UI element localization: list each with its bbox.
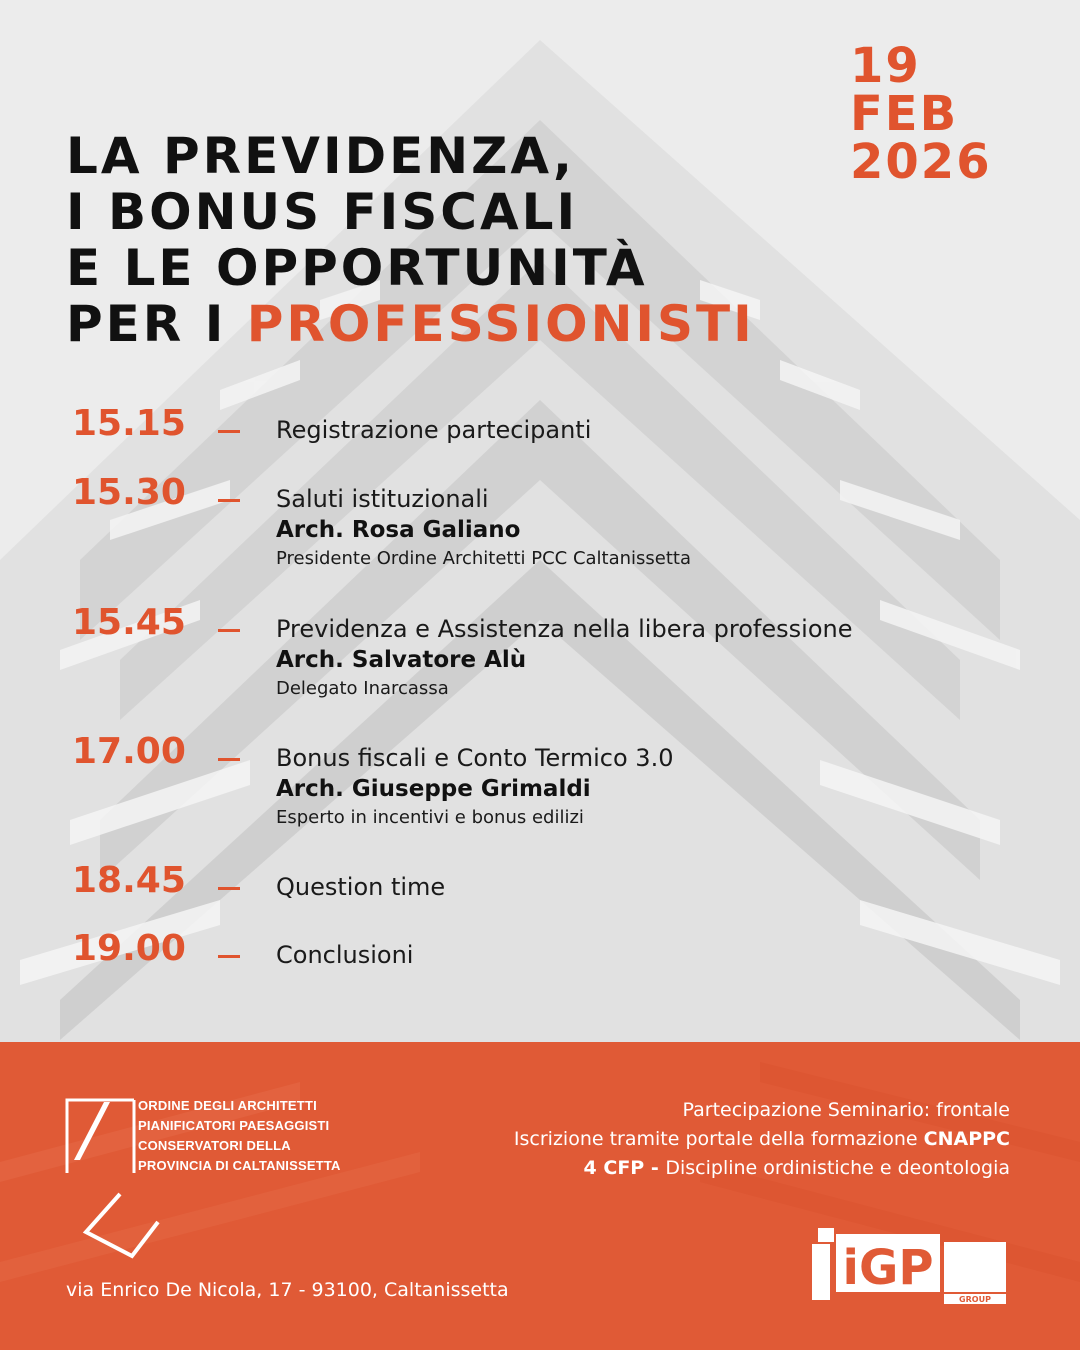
- footer: [0, 1042, 1080, 1350]
- agenda-topic: Saluti istituzionali: [276, 485, 489, 513]
- agenda-time: 15.15: [72, 403, 186, 444]
- participation-mode: Partecipazione Seminario: frontale: [682, 1099, 1010, 1121]
- agenda-speaker: Arch. Rosa Galiano: [276, 517, 521, 543]
- registration-text: Iscrizione tramite portale della formazione: [513, 1128, 924, 1150]
- credits-info: [514, 1154, 1010, 1183]
- agenda-time: 17.00: [72, 731, 186, 772]
- agenda-speaker: Arch. Giuseppe Grimaldi: [276, 776, 591, 802]
- agenda-topic: Question time: [276, 873, 446, 901]
- agenda-text: [276, 483, 691, 573]
- agenda-topic: Registrazione partecipanti: [276, 416, 592, 444]
- organizer-line-2: PIANIFICATORI PAESAGGISTI: [138, 1118, 330, 1133]
- title-line-3: E LE OPPORTUNITÀ: [66, 239, 648, 297]
- organizer-line-3: CONSERVATORI DELLA: [138, 1138, 291, 1153]
- registration-portal: CNAPPC: [923, 1128, 1010, 1150]
- organizer-line-4: PROVINCIA DI CALTANISSETTA: [138, 1158, 341, 1173]
- event-day: 19: [850, 38, 921, 94]
- agenda-role: Delegato Inarcassa: [276, 678, 449, 699]
- sponsor-logo-letters: iGP: [842, 1240, 934, 1296]
- title-line-1: LA PREVIDENZA,: [66, 127, 575, 185]
- agenda-time: 18.45: [72, 860, 186, 901]
- agenda-text: [276, 613, 852, 703]
- agenda-text: [276, 742, 673, 832]
- agenda-time: 15.45: [72, 602, 186, 643]
- agenda-topic: Conclusioni: [276, 941, 414, 969]
- agenda-dash: [218, 430, 240, 433]
- venue-address: via Enrico De Nicola, 17 - 93100, Caltanissetta: [66, 1279, 509, 1301]
- agenda-time: 15.30: [72, 472, 186, 513]
- agenda-role: Esperto in incentivi e bonus edilizi: [276, 807, 584, 828]
- agenda-dash: [218, 629, 240, 632]
- agenda-speaker: Arch. Salvatore Alù: [276, 647, 527, 673]
- agenda-text: [276, 414, 591, 446]
- agenda-dash: [218, 955, 240, 958]
- organizer-logo: [64, 1098, 344, 1268]
- title-line-2: I BONUS FISCALI: [66, 183, 579, 241]
- title-line-4-prefix: PER I: [66, 295, 247, 353]
- title-highlight: PROFESSIONISTI: [246, 295, 755, 353]
- sponsor-logo-sub: GROUP: [959, 1295, 991, 1304]
- organizer-line-1: ORDINE DEGLI ARCHITETTI: [138, 1098, 317, 1113]
- agenda-text: [276, 871, 445, 903]
- agenda-text: [276, 939, 413, 971]
- agenda-dash: [218, 758, 240, 761]
- agenda-dash: [218, 887, 240, 890]
- sponsor-logo: [810, 1226, 1010, 1306]
- agenda-topic: Bonus fiscali e Conto Termico 3.0: [276, 744, 674, 772]
- credits-topic: Discipline ordinistiche e deontologia: [665, 1157, 1010, 1179]
- agenda-dash: [218, 499, 240, 502]
- agenda-role: Presidente Ordine Architetti PCC Caltanissetta: [276, 548, 692, 569]
- seminar-info: [514, 1096, 1010, 1183]
- organizer-logo-text: [138, 1096, 341, 1176]
- event-month: FEB: [850, 86, 959, 142]
- agenda-time: 19.00: [72, 928, 186, 969]
- event-year: 2026: [850, 134, 992, 190]
- registration-info: [514, 1125, 1010, 1154]
- agenda-topic: Previdenza e Assistenza nella libera professione: [276, 615, 853, 643]
- credits-count: 4 CFP -: [583, 1157, 666, 1179]
